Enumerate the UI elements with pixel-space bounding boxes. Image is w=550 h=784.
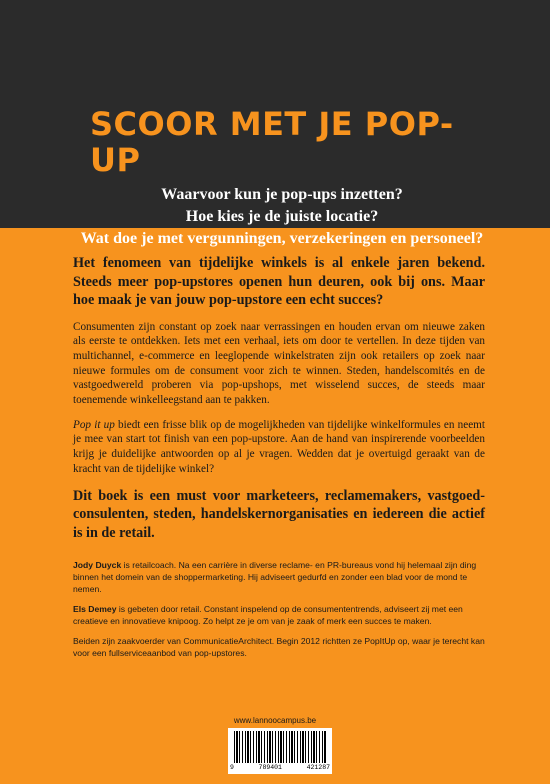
paragraph-1: Consumenten zijn constant op zoek naar verrassingen en houden ervan om nieuwe zaken als eerste te ontdekken. Iets met een verhaal, iets om door te vertellen. In deze tijden van multichannel, e-commerce en leeglopende winkelstraten zijn ook retailers op zoek naar nieuwe formules om de consument voor zich te winnen. Steden, handelscomités en de vastgoedwereld proberen via pop-upshops, met wisselend succes, de steeds maar toenemende winkelleegstand aan te pakken. (73, 320, 485, 407)
question-3: Wat doe je met vergunningen, verzekeringen en personeel? (80, 230, 484, 247)
bio-1 (73, 559, 485, 595)
bio-2-text: is gebeten door retail. Constant inspelend op de consumententrends, adviseert zij met een creatieve en innovatieve knipoog. Zo helpt ze je om van je zaak of merk een succes te maken. (73, 604, 463, 626)
lead-paragraph: Het fenomeen van tijdelijke winkels is al enkele jaren bekend. Steeds meer pop-upstores openen hun deuren, ook bij ons. Maar hoe maak je van jouw pop-upstore een echt succes? (73, 255, 485, 308)
barcode-digit-group-2: 789401 (258, 764, 282, 771)
main-text (73, 254, 485, 542)
author-bios (73, 559, 485, 667)
barcode-digit-group-1: 9 (230, 764, 234, 771)
header-band (0, 0, 550, 247)
bio-joint: Beiden zijn zaakvoerder van CommunicatieArchitect. Begin 2012 richtten ze PopItUp op, waar je terecht kan voor een fullserviceaanbod van pop-upstores. (73, 636, 485, 658)
paragraph-2 (73, 418, 485, 477)
question-list (72, 184, 492, 250)
book-title-inline: Pop it up (73, 418, 115, 431)
question-1: Waarvoor kun je pop-ups inzetten? (161, 186, 403, 203)
bio-1-text: is retailcoach. Na een carrière in diverse reclame- en PR-bureaus vond hij helemaal zijn ding binnen het domein van de shoppermarketing. Hij adviseert gedurfd en zonder een blad voor de mond te nemen. (73, 560, 477, 594)
barcode (228, 728, 332, 774)
barcode-digit-group-3: 421287 (306, 764, 330, 771)
question-2: Hoe kies je de juiste locatie? (185, 208, 379, 225)
website-url: www.lannoocampus.be (233, 716, 317, 725)
bio-1-name: Jody Duyck (73, 560, 122, 570)
header-content (72, 106, 492, 250)
bio-2-name: Els Demey (73, 604, 117, 614)
closing-paragraph: Dit boek is een must voor marketeers, reclamemakers, vastgoed-consulenten, steden, handelskernorganisaties en iedereen die actief is in de retail. (73, 487, 485, 541)
paragraph-2-text: biedt een frisse blik op de mogelijkheden van tijdelijke winkelformules en neemt je mee van start tot finish van een pop-upstore. Aan de hand van inspirerende voorbeelden krijg je duidelijke antwoorden op al je vragen. Wedden dat je overtuigd geraakt van de kracht van de tijdelijke winkel? (73, 418, 485, 475)
barcode-number (230, 764, 330, 771)
bio-2 (73, 603, 485, 627)
barcode-bars (234, 731, 326, 763)
headline: SCOOR MET JE POP-UP (90, 105, 454, 179)
